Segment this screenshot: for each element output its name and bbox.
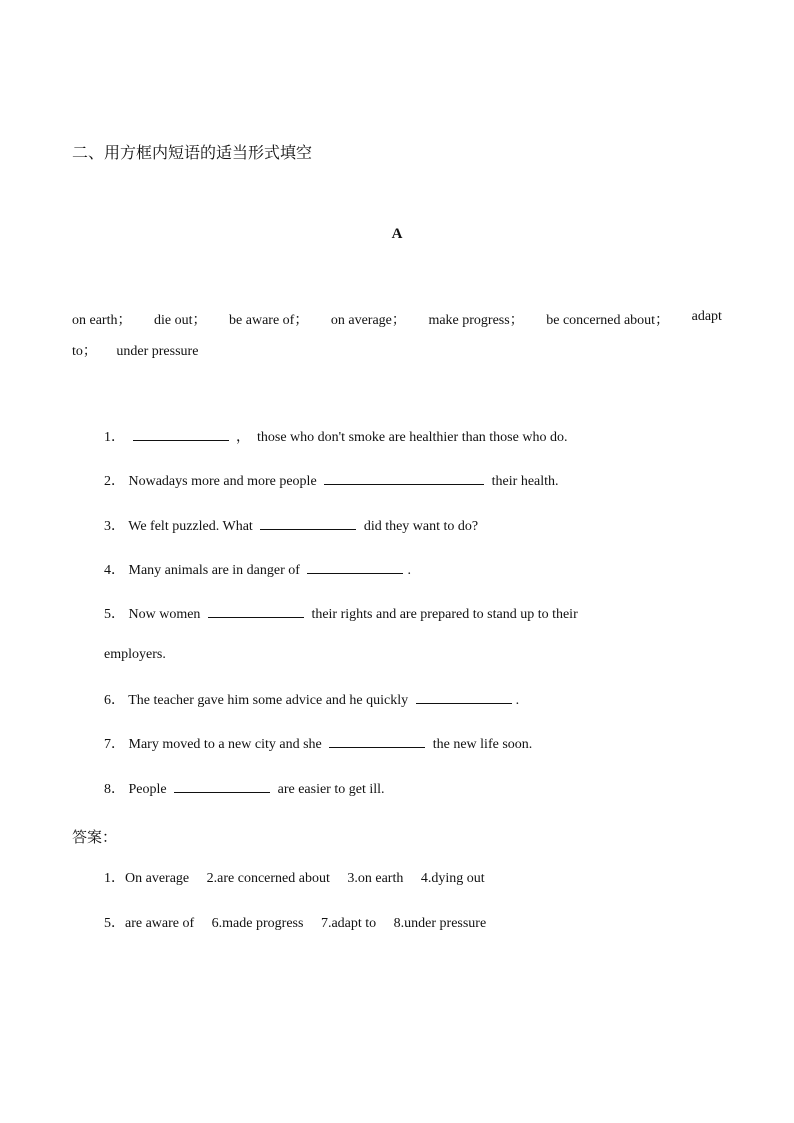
question-text: Nowadays more and more people (128, 474, 317, 489)
phrase-box-line-1 (72, 309, 722, 329)
question-number: 2． (104, 474, 125, 489)
section-label: A (391, 226, 403, 242)
answer-item: 5．are aware of (104, 916, 195, 931)
question-text: their rights and are prepared to stand up to their (311, 607, 578, 622)
answer-line-2 (104, 912, 486, 932)
question-2 (104, 470, 559, 490)
answer-blank[interactable] (133, 428, 229, 441)
exercise-heading: 二、用方框内短语的适当形式填空 (72, 143, 313, 162)
question-text: . (407, 563, 411, 578)
question-text: People (128, 782, 167, 797)
question-6 (104, 689, 519, 709)
question-text: Mary moved to a new city and she (128, 737, 322, 752)
question-number: 5． (104, 607, 125, 622)
answer-blank[interactable] (174, 780, 270, 793)
question-4 (104, 559, 411, 579)
question-text: . (515, 693, 520, 708)
answer-blank[interactable] (329, 735, 425, 748)
question-number: 7． (104, 737, 125, 752)
question-text: their health. (491, 474, 559, 489)
answer-blank[interactable] (260, 517, 356, 530)
question-number: 8． (104, 782, 125, 797)
question-number: 4． (104, 563, 125, 578)
question-text: did they want to do? (363, 519, 479, 534)
phrase-item: on earth； (72, 313, 132, 328)
phrase-box-line-2 (72, 340, 722, 360)
question-text: We felt puzzled. What (128, 519, 253, 534)
question-text: Now women (128, 607, 201, 622)
question-5 (104, 603, 578, 623)
phrase-item: on average； (330, 313, 406, 328)
answer-blank[interactable] (324, 472, 484, 485)
phrase-item: die out； (154, 313, 207, 328)
answer-item: 6.made progress (211, 916, 304, 931)
answer-line-1 (104, 867, 485, 887)
phrase-item: to； (72, 344, 97, 359)
answer-item: 3.on earth (347, 871, 404, 886)
question-text: the new life soon. (432, 737, 533, 752)
question-5-continued: employers. (104, 647, 166, 662)
answer-item: 7.adapt to (320, 916, 377, 931)
question-3 (104, 515, 478, 535)
answer-item: 2.are concerned about (206, 871, 330, 886)
phrase-item: be concerned about； (546, 313, 670, 328)
answer-blank[interactable] (416, 691, 512, 704)
answer-item: 4.dying out (420, 871, 485, 886)
question-number: 6． (104, 693, 125, 708)
question-1 (104, 426, 567, 446)
phrase-item: adapt (691, 309, 722, 324)
question-7 (104, 733, 532, 753)
phrase-item: under pressure (116, 344, 199, 359)
answers-label: 答案： (72, 828, 118, 846)
question-number: 3． (104, 519, 125, 534)
question-text: The teacher gave him some advice and he quickly (128, 693, 409, 708)
answer-item: 1．On average (104, 871, 190, 886)
phrase-item: be aware of； (229, 313, 309, 328)
answer-blank[interactable] (208, 605, 304, 618)
question-8 (104, 778, 385, 798)
question-number: 1． (104, 430, 125, 445)
question-text: ， those who don't smoke are healthier than those who do. (236, 430, 568, 445)
question-text: are easier to get ill. (277, 782, 385, 797)
question-text: Many animals are in danger of (128, 563, 300, 578)
answer-item: 8.under pressure (393, 916, 487, 931)
answer-blank[interactable] (307, 561, 403, 574)
phrase-item: make progress； (428, 313, 524, 328)
